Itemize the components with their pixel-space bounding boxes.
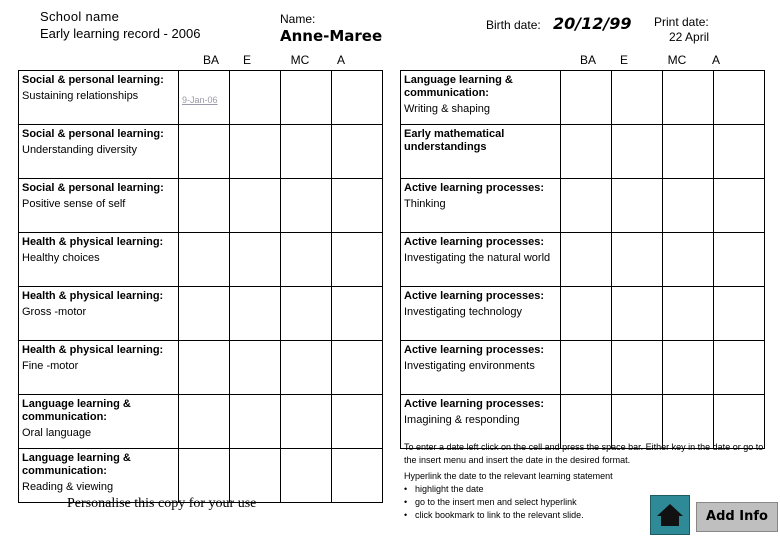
row-sub: Oral language — [22, 427, 92, 439]
row-sub: Gross -motor — [22, 306, 87, 318]
row-label — [401, 125, 561, 179]
table-row — [19, 341, 383, 395]
personalise-note: Personalise this copy for your use — [67, 496, 257, 511]
cell-e[interactable] — [230, 341, 281, 395]
cell-mc[interactable] — [663, 71, 714, 125]
cell-a[interactable] — [332, 341, 383, 395]
cell-mc[interactable] — [281, 233, 332, 287]
name-value[interactable]: Anne-Maree — [280, 27, 383, 45]
cell-ba[interactable] — [179, 179, 230, 233]
cell-a[interactable] — [332, 179, 383, 233]
row-sub: Investigating environments — [404, 360, 535, 372]
right-col-header-a: A — [711, 53, 720, 67]
row-label — [401, 341, 561, 395]
cell-e[interactable] — [230, 287, 281, 341]
row-label — [401, 233, 561, 287]
table-row — [19, 179, 383, 233]
record-title: Early learning record - 2006 — [40, 26, 201, 41]
school-name: School name — [40, 9, 120, 24]
print-date-label: Print date: — [654, 15, 709, 29]
home-icon — [651, 496, 689, 534]
table-row — [19, 233, 383, 287]
row-heading: Language learning & communication: — [22, 452, 131, 477]
add-info-button[interactable]: Add Info — [696, 502, 778, 532]
cell-a[interactable] — [714, 287, 765, 341]
cell-a[interactable] — [714, 125, 765, 179]
cell-ba[interactable] — [179, 233, 230, 287]
row-heading: Language learning & communication: — [22, 398, 131, 423]
left-col-header-ba: BA — [202, 53, 219, 67]
print-date-value[interactable]: 22 April — [669, 30, 710, 44]
table-row — [19, 71, 383, 125]
cell-mc[interactable] — [281, 449, 332, 503]
row-sub: Thinking — [404, 198, 446, 210]
list-item: • go to the insert men and select hyperlink — [416, 496, 764, 509]
cell-ba[interactable] — [179, 395, 230, 449]
cell-a[interactable] — [714, 233, 765, 287]
cell-mc[interactable] — [281, 341, 332, 395]
cell-e[interactable] — [230, 395, 281, 449]
row-label — [19, 125, 179, 179]
cell-e[interactable] — [612, 341, 663, 395]
table-row — [401, 125, 765, 179]
cell-ba[interactable] — [179, 341, 230, 395]
right-col-header-e: E — [619, 53, 628, 67]
cell-e[interactable] — [230, 449, 281, 503]
row-label — [19, 233, 179, 287]
birth-date-label: Birth date: — [486, 18, 541, 32]
cell-e[interactable] — [612, 71, 663, 125]
table-row — [19, 395, 383, 449]
cell-ba[interactable] — [179, 125, 230, 179]
row-label — [19, 71, 179, 125]
cell-ba[interactable] — [561, 125, 612, 179]
table-row — [401, 341, 765, 395]
table-row — [19, 287, 383, 341]
row-heading: Health & physical learning: — [22, 290, 164, 302]
list-item: • click bookmark to link to the relevant slide. — [416, 509, 764, 522]
row-sub: Positive sense of self — [22, 198, 126, 210]
cell-ba[interactable] — [561, 341, 612, 395]
row-heading: Health & physical learning: — [22, 344, 164, 356]
cell-a[interactable] — [332, 449, 383, 503]
cell-ba[interactable] — [561, 71, 612, 125]
list-item: • highlight the date — [416, 483, 764, 496]
right-record-table — [400, 70, 765, 449]
cell-a[interactable] — [714, 179, 765, 233]
row-heading: Health & physical learning: — [22, 236, 164, 248]
row-heading: Active learning processes: — [404, 182, 545, 194]
cell-ba[interactable] — [561, 233, 612, 287]
cell-ba[interactable] — [561, 287, 612, 341]
date-link[interactable]: 9-Jan-06 — [182, 95, 218, 105]
instruction-text: Hyperlink the date to the relevant learning statement — [404, 471, 613, 481]
row-heading: Language learning & communication: — [404, 74, 513, 99]
row-heading: Social & personal learning: — [22, 182, 164, 194]
row-label — [401, 179, 561, 233]
row-sub: Reading & viewing — [22, 481, 114, 493]
cell-e[interactable] — [230, 125, 281, 179]
cell-a[interactable] — [332, 287, 383, 341]
row-heading: Active learning processes: — [404, 290, 545, 302]
cell-ba[interactable] — [179, 71, 230, 125]
row-heading: Social & personal learning: — [22, 74, 164, 86]
row-label — [401, 71, 561, 125]
cell-mc[interactable] — [281, 287, 332, 341]
cell-mc[interactable] — [281, 71, 332, 125]
row-label — [19, 287, 179, 341]
table-row — [401, 287, 765, 341]
cell-e[interactable] — [230, 179, 281, 233]
cell-a[interactable] — [332, 233, 383, 287]
cell-mc[interactable] — [281, 125, 332, 179]
cell-mc[interactable] — [663, 341, 714, 395]
table-row — [19, 449, 383, 503]
row-sub: Investigating the natural world — [404, 252, 551, 264]
row-heading: Active learning processes: — [404, 236, 545, 248]
left-record-table — [18, 70, 383, 503]
table-row — [401, 71, 765, 125]
cell-e[interactable] — [612, 233, 663, 287]
birth-date-value[interactable]: 20/12/99 — [553, 14, 632, 33]
row-sub: Writing & shaping — [404, 103, 491, 115]
name-label: Name: — [280, 12, 316, 26]
cell-mc[interactable] — [663, 179, 714, 233]
row-label — [401, 287, 561, 341]
cell-mc[interactable] — [663, 233, 714, 287]
row-label — [19, 395, 179, 449]
row-label — [19, 179, 179, 233]
cell-e[interactable] — [612, 287, 663, 341]
home-button[interactable] — [650, 495, 690, 535]
cell-a[interactable] — [332, 395, 383, 449]
instruction-text: To enter a date left click on the cell and press the space bar. Either key in the date or go to the insert menu and insert the date in the desired format. — [404, 442, 764, 465]
row-heading: Active learning processes: — [404, 344, 545, 356]
cell-e[interactable] — [612, 179, 663, 233]
cell-ba[interactable] — [179, 287, 230, 341]
row-heading: Social & personal learning: — [22, 128, 164, 140]
cell-e[interactable] — [230, 233, 281, 287]
cell-mc[interactable] — [663, 125, 714, 179]
row-heading: Early mathematical understandings — [404, 128, 505, 153]
cell-e[interactable] — [612, 125, 663, 179]
cell-mc[interactable] — [281, 395, 332, 449]
cell-mc[interactable] — [281, 179, 332, 233]
row-label — [19, 341, 179, 395]
row-sub: Investigating technology — [404, 306, 523, 318]
cell-ba[interactable] — [561, 179, 612, 233]
cell-mc[interactable] — [663, 287, 714, 341]
left-col-header-mc: MC — [290, 53, 310, 67]
left-col-header-a: A — [336, 53, 345, 67]
row-sub: Sustaining relationships — [22, 90, 139, 102]
row-sub: Imagining & responding — [404, 414, 520, 426]
cell-a[interactable] — [332, 71, 383, 125]
cell-e[interactable] — [230, 71, 281, 125]
right-col-header-mc: MC — [667, 53, 687, 67]
row-sub: Understanding diversity — [22, 144, 137, 156]
table-row — [401, 233, 765, 287]
cell-ba[interactable] — [179, 449, 230, 503]
cell-a[interactable] — [332, 125, 383, 179]
cell-a[interactable] — [714, 71, 765, 125]
row-sub: Fine -motor — [22, 360, 79, 372]
right-col-header-ba: BA — [579, 53, 596, 67]
left-col-header-e: E — [242, 53, 251, 67]
cell-a[interactable] — [714, 341, 765, 395]
table-row — [401, 179, 765, 233]
row-label — [19, 449, 179, 503]
row-sub: Healthy choices — [22, 252, 100, 264]
table-row — [19, 125, 383, 179]
row-heading: Active learning processes: — [404, 398, 545, 410]
